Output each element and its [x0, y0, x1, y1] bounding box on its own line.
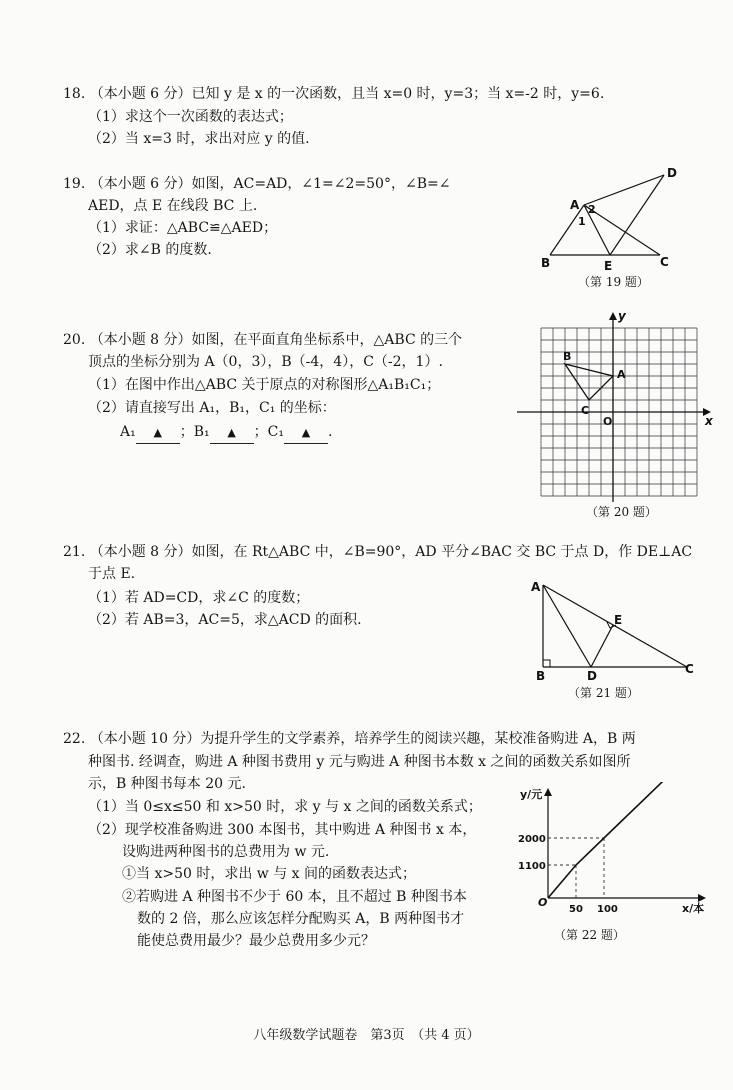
q19-stem2: AED，点 E 在线段 BC 上. — [88, 198, 258, 214]
q20-stem: 20. （本小题 8 分）如图，在平面直角坐标系中，△ABC 的三个 — [63, 332, 463, 348]
q22-ylabel: y/元 — [520, 788, 543, 801]
q20-part2: （2）请直接写出 A₁，B₁，C₁ 的坐标： — [88, 400, 336, 416]
q22-part1: （1）当 0≤x≤50 和 x>50 时，求 y 与 x 之间的函数关系式； — [88, 799, 482, 815]
q21-label-D: D — [587, 669, 597, 683]
q20-b1-blank[interactable]: ▲ — [210, 423, 254, 444]
q21-figure — [525, 575, 705, 685]
q22-part2-2: ②若购进 A 种图书不少于 60 本，且不超过 B 种图书本 — [122, 889, 467, 905]
q22-stem3: 示，B 种图书每本 20 元. — [88, 776, 246, 792]
q19-label-1: 1 — [578, 215, 586, 228]
q21-label-B: B — [536, 669, 546, 683]
q18-stem: 18. （本小题 6 分）已知 y 是 x 的一次函数，且当 x=0 时，y=3；当 x=-2 时，y=6. — [63, 86, 605, 102]
y-tick-label: 1100 — [518, 861, 546, 872]
q20-axis-y: y — [618, 309, 626, 323]
q22-caption: （第 22 题） — [554, 928, 625, 942]
q21-part2: （2）若 AB=3，AC=5，求△ACD 的面积. — [88, 612, 362, 628]
q19-label-D: D — [667, 166, 677, 180]
x-tick-label: 50 — [569, 904, 583, 914]
q18-part1: （1）求这个一次函数的表达式； — [88, 109, 293, 125]
q20-origin: O — [603, 415, 613, 428]
q22-part2-2c: 能使总费用最少？最少总费用多少元？ — [137, 933, 375, 949]
q20-a1-blank[interactable]: ▲ — [136, 423, 180, 444]
q21-label-E: E — [614, 613, 623, 627]
q18-part2: （2）当 x=3 时，求出对应 y 的值. — [88, 131, 310, 147]
q21-label-C: C — [685, 662, 694, 676]
q20-end: . — [327, 424, 333, 440]
q22-part2b: 设购进两种图书的总费用为 w 元. — [122, 844, 330, 860]
q21-part1: （1）若 AD=CD，求∠C 的度数； — [88, 590, 310, 606]
q20-axis-x: x — [705, 414, 713, 428]
q19-label-A: A — [570, 198, 580, 212]
series-line — [548, 782, 666, 898]
q20-b1-label: ；B₁ — [179, 424, 210, 440]
q20-c1-blank[interactable]: ▲ — [284, 423, 328, 444]
q19-label-B: B — [541, 256, 551, 270]
q19-caption: （第 19 题） — [578, 275, 649, 289]
q22-stem2: 种图书. 经调查，购进 A 种图书费用 y 元与购进 A 种图书本数 x 之间的函数关系如图所 — [88, 754, 631, 770]
q20-answer-line — [120, 422, 332, 444]
q20-part1: （1）在图中作出△ABC 关于原点的对称图形△A₁B₁C₁； — [88, 377, 441, 393]
x-tick-label: 100 — [597, 904, 618, 914]
q19-label-E: E — [604, 259, 613, 273]
page-footer: 八年级数学试题卷 第3页 （共 4 页） — [253, 1028, 480, 1043]
q19-label-C: C — [660, 255, 669, 269]
q22-part2-1: ①当 x>50 时，求出 w 与 x 间的函数表达式； — [122, 866, 417, 882]
q21-caption: （第 21 题） — [568, 686, 639, 700]
q20-stem2: 顶点的坐标分别为 A（0，3），B（-4，4），C（-2，1）. — [88, 354, 443, 370]
q20-caption: （第 20 题） — [586, 505, 657, 519]
q19-part1: （1）求证：△ABC≌△AED； — [88, 220, 278, 236]
q20-label-A: A — [617, 368, 626, 381]
q20-label-C: C — [581, 404, 590, 417]
q19-part2: （2）求∠B 的度数. — [88, 242, 212, 258]
q20-coordinate-grid — [515, 308, 715, 508]
q22-part2-2b: 数的 2 倍，那么应该怎样分配购买 A，B 两种图书才 — [137, 911, 465, 927]
q20-label-B: B — [563, 350, 572, 363]
q22-part2: （2）现学校准备购进 300 本图书，其中购进 A 种图书 x 本， — [88, 822, 477, 838]
q20-c1-label: ；C₁ — [253, 424, 284, 440]
q19-figure — [530, 165, 690, 275]
q22-stem: 22. （本小题 10 分）为提升学生的文学素养，培养学生的阅读兴趣，某校准备购进 A，B 两 — [63, 731, 636, 747]
q21-label-A: A — [531, 580, 541, 594]
y-tick-label: 2000 — [518, 834, 546, 845]
q21-stem2: 于点 E. — [88, 566, 136, 582]
q21-stem: 21. （本小题 8 分）如图，在 Rt△ABC 中，∠B=90°，AD 平分∠BAC 交 BC 于点 D，作 DE⊥AC — [63, 544, 693, 560]
q22-chart — [512, 782, 717, 914]
q19-label-2: 2 — [588, 203, 596, 216]
q22-xlabel: x/本 — [682, 902, 705, 914]
q22-origin: O — [538, 896, 548, 909]
q19-stem: 19. （本小题 6 分）如图，AC=AD，∠1=∠2=50°，∠B=∠ — [63, 176, 451, 192]
q20-a1-label: A₁ — [120, 424, 136, 440]
